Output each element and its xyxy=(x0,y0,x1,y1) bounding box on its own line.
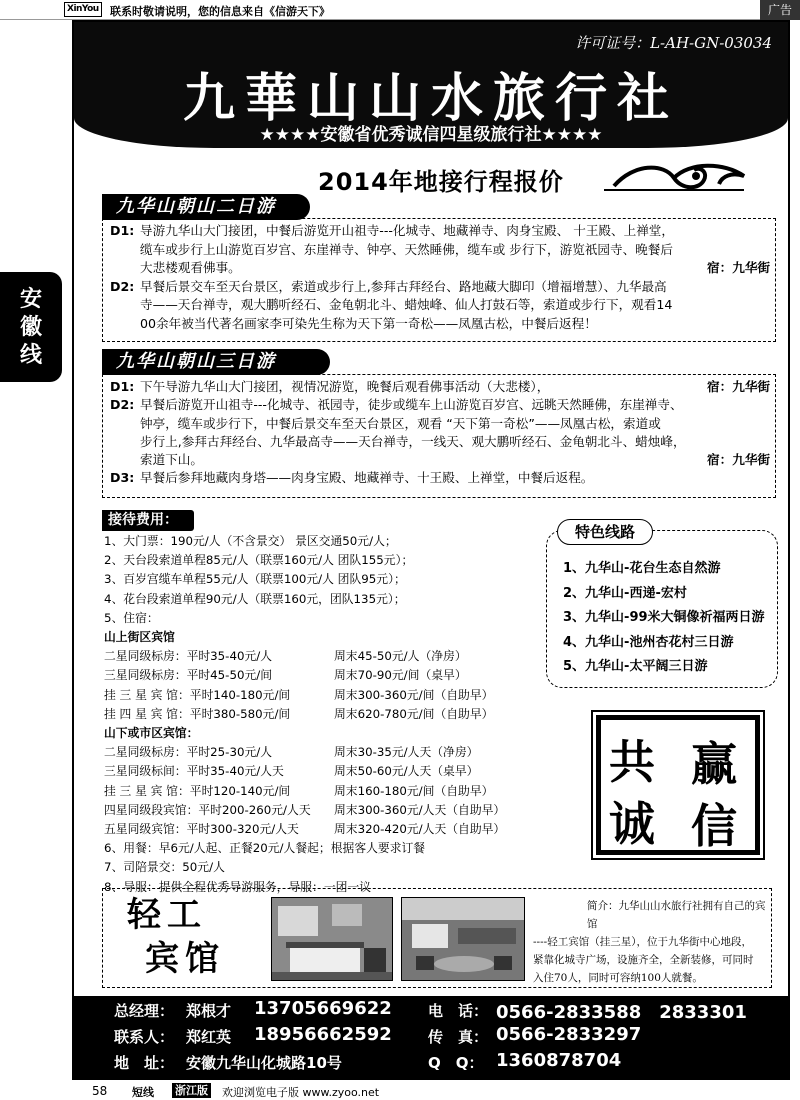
itinerary-line: 早餐后参拜地藏肉身塔——肉身宝殿、地藏禅寺、十王殿、上禅堂，中餐后返程。 xyxy=(140,470,594,486)
publication-logo: XinYou xyxy=(64,2,102,17)
hotel-name-line: 轻工 xyxy=(127,895,207,935)
weekend-rate: 周末320-420元/人天（自助早） xyxy=(334,822,506,837)
weekday-rate: 挂 四 星 宾 馆：平时380-580元/间 xyxy=(104,706,291,721)
route-item: 4、九华山-池州杏花村三日游 xyxy=(563,634,734,650)
ad-panel xyxy=(72,20,790,1080)
hotel-rate-row xyxy=(104,782,564,801)
agency-name: 九華山山水旅行社 xyxy=(182,68,679,129)
hotel-room-image xyxy=(272,898,393,981)
slogan-char: 共 xyxy=(609,735,655,789)
weekend-rate: 周末30-35元/人天（净房） xyxy=(334,745,479,760)
trip3-day1 xyxy=(110,378,770,396)
itinerary-line: 早餐后游览开山祖寺---化城寺、祇园寺，徒步或缆车上山游览百岁宫、远眺天然睡佛，东崖禅寺、 xyxy=(140,397,683,413)
weekday-rate: 三星同级标房：平时45-50元/间 xyxy=(104,668,273,683)
address-value: 安徽九华山化城路10号 xyxy=(186,1054,342,1072)
qq-value: 1360878704 xyxy=(496,1050,622,1071)
weekend-rate: 周末300-360元/间（自助早） xyxy=(334,687,494,702)
website-link[interactable]: 欢迎浏览电子版 www.zyoo.net xyxy=(222,1086,380,1099)
itinerary-line: 步行上,参拜古拜经台、九华最高寺——天台禅寺，一线天、观大鹏听经石、金龟朝北斗、蜡烛峰， xyxy=(140,433,686,449)
itinerary-line: 缆车或步行上山游览百岁宫、东崖禅寺、钟亭、天然睡佛，缆车或 步行下，游览祇园寺、晚餐后 xyxy=(140,241,673,257)
fee-item: 5、住宿： xyxy=(104,610,159,625)
contact-bar xyxy=(74,996,788,1078)
day-label: D1: xyxy=(110,223,135,238)
section-label: 短线 xyxy=(132,1086,154,1099)
fee-item: 2、天台段索道单程85元/人（联票160元/人 团队155元）； xyxy=(104,553,414,568)
trip2-day2 xyxy=(110,278,770,334)
weekday-rate: 二星同级标房：平时25-30元/人 xyxy=(104,745,273,760)
trip3-day3 xyxy=(110,469,770,487)
agency-subtitle: ★★★★安徽省优秀诚信四星级旅行社★★★★ xyxy=(259,125,603,145)
itinerary-line: 索道下山。 xyxy=(140,452,203,468)
route-item: 1、九华山-花台生态自然游 xyxy=(563,561,721,576)
side-tab-char: 安 xyxy=(19,287,42,312)
tel-label: 电 话： xyxy=(428,1002,489,1020)
weekend-rate: 周末45-50元/人（净房） xyxy=(334,649,467,664)
tel-value: 0566-2833588 2833301 xyxy=(496,1002,747,1023)
hotel-rate-row xyxy=(104,647,564,666)
slogan-box xyxy=(596,715,760,855)
hotel-intro-line: ----轻工宾馆（挂三星），位于九华街中心地段， xyxy=(533,936,752,948)
fee-item: 1、大门票：190元/人（不含景交） 景区交通50元/人； xyxy=(104,534,397,548)
license-number: 许可证号：L-AH-GN-03034 xyxy=(575,34,772,52)
featured-routes-list xyxy=(563,557,765,680)
trip3-title: 九华山朝山三日游 xyxy=(102,349,330,375)
route-item: 5、九华山-太平阔三日游 xyxy=(563,659,708,674)
hotel-intro-line: 入住70人，同时可容纳100人就餐。 xyxy=(533,972,703,984)
contact-notice: 联系时敬请说明，您的信息来自《信游天下》 xyxy=(110,5,330,18)
hotel-intro-line: 紧靠化城寺广场，设施齐全，全新装修，可同时 xyxy=(533,954,754,966)
itinerary-line: 00余年被当代著名画家李可染先生称为天下第一奇松——凤凰古松，中餐后返程！ xyxy=(140,315,597,331)
day-label: D2: xyxy=(110,278,135,294)
weekend-rate: 周末160-180元/间（自助早） xyxy=(334,783,494,798)
weekday-rate: 五星同级宾馆：平时300-320元/人天 xyxy=(104,822,299,837)
trip3-itinerary xyxy=(110,378,770,488)
itinerary-line: 寺——天台禅寺，观大鹏听经石、金龟朝北斗、蜡烛峰、仙人打鼓石等，索道或步行下，观看14 xyxy=(140,297,673,312)
contact-name: 郑红英 xyxy=(186,1028,232,1046)
manager-phone: 13705669622 xyxy=(254,998,392,1019)
featured-routes-box xyxy=(546,523,778,688)
weekend-rate: 周末50-60元/人天（桌早） xyxy=(334,764,479,779)
fee-item: 4、花台段索道单程90元/人（联票160元，团队135元）； xyxy=(104,591,406,606)
side-tab-char: 徽 xyxy=(19,315,42,340)
edition-badge: 浙江版 xyxy=(172,1083,211,1098)
weekday-rate: 挂 三 星 宾 馆：平时140-180元/间 xyxy=(104,687,291,702)
route-item: 2、九华山-西递-宏村 xyxy=(563,585,687,601)
trip3-day2 xyxy=(110,396,770,469)
hotel-rate-row xyxy=(104,666,564,685)
fax-label: 传 真： xyxy=(428,1028,489,1046)
page-footer xyxy=(0,1082,800,1100)
page-number: 58 xyxy=(92,1084,108,1098)
hotel-intro xyxy=(533,897,767,987)
hotel-rate-row xyxy=(104,801,564,820)
hotel-intro-line: 简介：九华山山水旅行社拥有自己的宾馆 xyxy=(587,900,766,930)
day-label: D2: xyxy=(110,397,135,413)
ad-tag: 广告 xyxy=(760,0,800,20)
featured-routes-heading: 特色线路 xyxy=(557,519,653,545)
fee-item: 3、百岁宫缆车单程55元/人（联票100元/人 团队95元）； xyxy=(104,572,406,587)
weekday-rate: 四星同级段宾馆：平时200-260元/人天 xyxy=(104,802,311,817)
trip2-itinerary xyxy=(110,222,770,333)
hotel-name xyxy=(127,893,225,981)
day-label: D3: xyxy=(110,470,135,486)
hotel-box xyxy=(102,888,772,988)
weekend-rate: 周末300-360元/人天（自助早） xyxy=(334,802,506,817)
top-notice-bar xyxy=(0,0,800,20)
hotel-rate-row xyxy=(104,820,564,839)
region-side-tab xyxy=(0,272,62,382)
itinerary-line: 下午导游九华山大门接团，视情况游览，晚餐后观看佛事活动（大悲楼）， xyxy=(140,379,550,394)
contact-phone: 18956662592 xyxy=(254,1024,392,1045)
fee-item: 8、导服：提供全程优秀导游服务，导服：一团一议 xyxy=(104,879,372,894)
manager-label: 总经理： xyxy=(114,1002,175,1020)
stay-location: 宿：九华街 xyxy=(707,452,770,468)
day-label: D1: xyxy=(110,379,135,394)
weekday-rate: 三星同级标间：平时35-40元/人天 xyxy=(104,764,284,779)
fees-list xyxy=(104,532,564,897)
cloud-ornament-icon xyxy=(604,158,754,198)
hotel-room-photo xyxy=(271,897,393,981)
fax-value: 0566-2833297 xyxy=(496,1024,642,1045)
slogan-char: 信 xyxy=(691,799,737,853)
manager-name: 郑根才 xyxy=(186,1002,232,1020)
itinerary-line: 钟亭，缆车或步行下，中餐后景交车至天台景区，观看 “天下第一奇松”——凤凰古松，索道或 xyxy=(140,415,661,431)
trip2-title: 九华山朝山二日游 xyxy=(102,194,310,220)
itinerary-line: 早餐后景交车至天台景区，索道或步行上,参拜古拜经台、路地藏大脚印（增福增慧）、九华最高 xyxy=(140,278,667,294)
hotel-name-line: 宾馆 xyxy=(145,939,225,979)
trip2-day1 xyxy=(110,222,770,278)
weekend-rate: 周末620-780元/间（自助早） xyxy=(334,706,494,721)
slogan-char: 赢 xyxy=(691,737,737,791)
agency-header xyxy=(74,22,788,148)
hotel-lobby-image xyxy=(402,898,525,981)
city-hotels-title: 山下或市区宾馆： xyxy=(104,726,199,741)
qq-label: Q Q： xyxy=(428,1054,484,1072)
address-label: 地 址： xyxy=(114,1054,175,1072)
weekday-rate: 二星同级标房：平时35-40元/人 xyxy=(104,649,273,664)
itinerary-line: 大悲楼观看佛事。 xyxy=(140,260,241,275)
mountain-hotels-title: 山上街区宾馆 xyxy=(104,630,175,645)
side-tab-char: 线 xyxy=(19,343,42,368)
route-item: 3、九华山-99米大铜像祈福两日游 xyxy=(563,610,765,625)
slogan-char: 诚 xyxy=(609,797,655,851)
contact-label: 联系人： xyxy=(114,1028,175,1046)
hotel-lobby-photo xyxy=(401,897,525,981)
itinerary-line: 导游九华山大门接团，中餐后游览开山祖寺---化城寺、地藏禅寺、肉身宝殿、 十王殿、上禅堂， xyxy=(140,223,674,238)
quote-title: 2014年地接行程报价 xyxy=(318,168,564,196)
fee-item: 6、用餐：早6元/人起、正餐20元/人餐起；根据客人要求订餐 xyxy=(104,841,426,856)
hotel-rate-row xyxy=(104,686,564,705)
weekday-rate: 挂 三 星 宾 馆：平时120-140元/间 xyxy=(104,783,291,798)
hotel-rate-row xyxy=(104,762,564,781)
fees-heading: 接待费用： xyxy=(102,510,194,531)
weekend-rate: 周末70-90元/间（桌早） xyxy=(334,668,467,683)
hotel-rate-row xyxy=(104,705,564,724)
stay-location: 宿：九华街 xyxy=(707,260,770,275)
fee-item: 7、司陪景交：50元/人 xyxy=(104,860,225,875)
hotel-rate-row xyxy=(104,743,564,762)
stay-location: 宿：九华街 xyxy=(707,379,770,394)
